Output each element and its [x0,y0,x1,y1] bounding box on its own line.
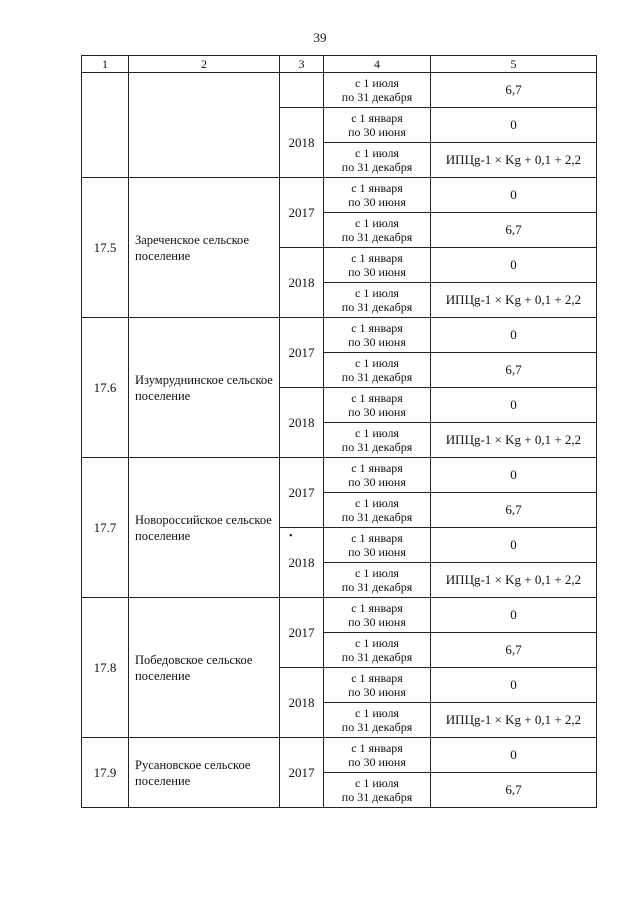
year-cell [280,598,324,668]
settlement-name: Новороссийское сельское поселение [129,458,280,598]
year-value: 2017 [288,624,315,640]
period-line: с 1 июля [355,566,399,580]
page-number: 39 [313,30,327,45]
year-value: 2017 [288,344,315,360]
period-line: с 1 июля [355,426,399,440]
table-row [82,73,597,108]
period-line: с 1 января [351,461,403,475]
period-line: по 30 июня [348,405,406,419]
value-cell: 0 [431,248,597,283]
period-line: с 1 июля [355,216,399,230]
table-row [82,458,597,493]
period-line: по 30 июня [348,545,406,559]
entry-number: 17.7 [82,458,129,598]
year-cell [280,178,324,248]
value-cell: 6,7 [431,633,597,668]
period-line: с 1 января [351,671,403,685]
period-line: с 1 июля [355,286,399,300]
value-cell: ИПЦg-1 × Kg + 0,1 + 2,2 [431,563,597,598]
year-cell [280,738,324,808]
period-line: по 30 июня [348,335,406,349]
value-cell: 0 [431,738,597,773]
value-cell: ИПЦg-1 × Kg + 0,1 + 2,2 [431,703,597,738]
period-cell [324,493,431,528]
period-line: с 1 января [351,111,403,125]
entry-number: 17.9 [82,738,129,808]
entry-number: 17.8 [82,598,129,738]
period-cell [324,108,431,143]
settlement-name: Изумруднинское сельское поселение [129,318,280,458]
table-row [82,318,597,353]
value-cell: 0 [431,528,597,563]
period-line: по 31 декабря [341,300,413,314]
period-line: с 1 июля [355,356,399,370]
value-cell: 0 [431,108,597,143]
year-cell [280,458,324,528]
period-line: с 1 января [351,601,403,615]
value-cell: 0 [431,458,597,493]
year-cell [280,528,324,598]
period-line: по 31 декабря [341,510,413,524]
period-line: с 1 января [351,321,403,335]
year-cell [280,248,324,318]
period-cell [324,528,431,563]
period-line: по 30 июня [348,125,406,139]
settlement-name: Русановское сельское поселение [129,738,280,808]
scan-mark: • [289,531,293,542]
header-col-5: 5 [431,56,597,73]
tariff-table [81,55,597,808]
period-line: по 31 декабря [341,580,413,594]
settlement-name: Победовское сельское поселение [129,598,280,738]
entry-number: 17.6 [82,318,129,458]
header-col-1: 1 [82,56,129,73]
period-cell [324,353,431,388]
value-cell: 0 [431,598,597,633]
period-line: по 30 июня [348,195,406,209]
period-line: с 1 января [351,251,403,265]
table-row [82,598,597,633]
year-value: 2017 [288,764,315,780]
value-cell: 0 [431,318,597,353]
period-line: с 1 января [351,181,403,195]
period-line: с 1 июля [355,76,399,90]
year-value: 2018 [288,274,315,290]
value-cell: 0 [431,668,597,703]
header-col-4: 4 [324,56,431,73]
period-cell [324,738,431,773]
header-col-2: 2 [129,56,280,73]
period-cell [324,143,431,178]
year-cell [280,108,324,178]
value-cell: 6,7 [431,73,597,108]
period-cell [324,73,431,108]
period-cell [324,598,431,633]
period-line: по 30 июня [348,685,406,699]
period-line: по 30 июня [348,615,406,629]
year-cell [280,668,324,738]
period-cell [324,633,431,668]
year-value: 2018 [288,554,315,570]
entry-number [82,73,129,178]
value-cell: 6,7 [431,213,597,248]
value-cell: ИПЦg-1 × Kg + 0,1 + 2,2 [431,143,597,178]
period-line: по 31 декабря [341,720,413,734]
settlement-name [129,73,280,178]
value-cell: ИПЦg-1 × Kg + 0,1 + 2,2 [431,283,597,318]
year-cell [280,388,324,458]
period-line: по 31 декабря [341,230,413,244]
period-line: с 1 января [351,391,403,405]
settlement-name: Зареченское сельское поселение [129,178,280,318]
period-line: с 1 июля [355,636,399,650]
period-line: по 31 декабря [341,160,413,174]
year-value: 2018 [288,414,315,430]
period-cell [324,178,431,213]
header-row [82,56,597,73]
period-cell [324,703,431,738]
value-cell: 0 [431,388,597,423]
value-cell: 6,7 [431,493,597,528]
period-cell [324,248,431,283]
period-cell [324,773,431,808]
period-line: с 1 июля [355,706,399,720]
period-cell [324,563,431,598]
year-value: 2018 [288,134,315,150]
period-line: с 1 июля [355,146,399,160]
period-cell [324,388,431,423]
period-cell [324,423,431,458]
period-line: с 1 января [351,531,403,545]
entry-number: 17.5 [82,178,129,318]
header-col-3: 3 [280,56,324,73]
period-cell [324,458,431,493]
period-cell [324,283,431,318]
year-cell [280,318,324,388]
period-cell [324,668,431,703]
year-value: 2018 [288,694,315,710]
period-line: с 1 июля [355,776,399,790]
period-line: по 30 июня [348,475,406,489]
value-cell: 0 [431,178,597,213]
year-value: 2017 [288,484,315,500]
period-line: по 31 декабря [341,440,413,454]
year-cell [280,73,324,108]
period-line: с 1 января [351,741,403,755]
period-line: по 30 июня [348,265,406,279]
year-value: 2017 [288,204,315,220]
period-cell [324,213,431,248]
period-line: по 31 декабря [341,90,413,104]
table-row [82,178,597,213]
value-cell: 6,7 [431,353,597,388]
period-line: с 1 июля [355,496,399,510]
value-cell: ИПЦg-1 × Kg + 0,1 + 2,2 [431,423,597,458]
period-cell [324,318,431,353]
table-row [82,738,597,773]
period-line: по 31 декабря [341,790,413,804]
period-line: по 31 декабря [341,370,413,384]
value-cell: 6,7 [431,773,597,808]
period-line: по 30 июня [348,755,406,769]
period-line: по 31 декабря [341,650,413,664]
